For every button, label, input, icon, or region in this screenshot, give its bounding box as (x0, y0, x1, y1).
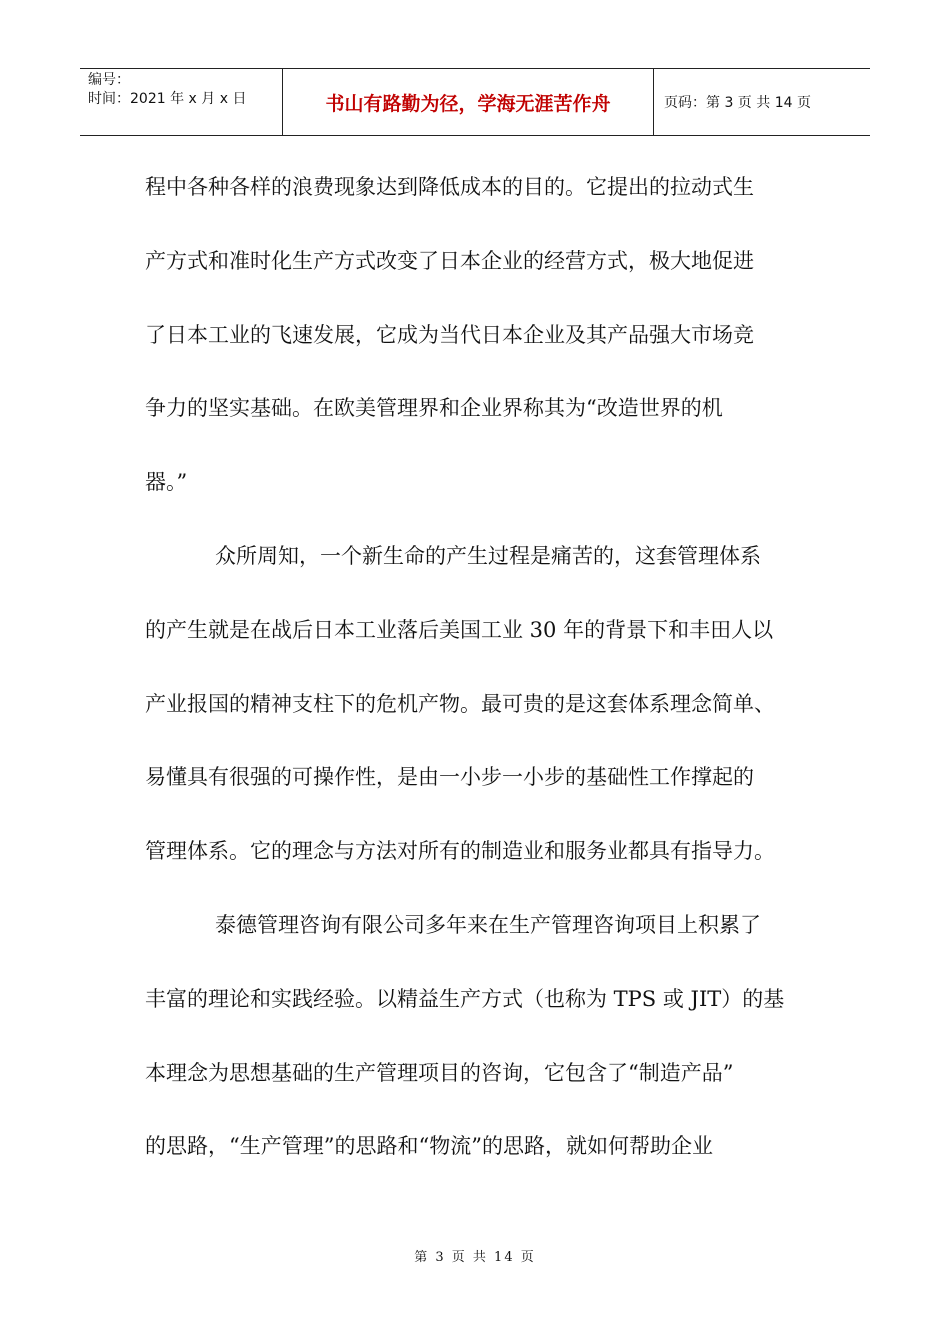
body-line: 的产生就是在战后日本工业落后美国工业 30 年的背景下和丰田人以 (145, 617, 774, 642)
body-line: 争力的坚实基础。在欧美管理界和企业界称其为“改造世界的机 (145, 396, 723, 421)
page-footer: 第 3 页 共 14 页 (414, 1250, 536, 1265)
body-line: 管理体系。它的理念与方法对所有的制造业和服务业都具有指导力。 (145, 839, 775, 864)
body-line: 了日本工业的飞速发展，它成为当代日本企业及其产品强大市场竞 (145, 322, 754, 347)
body-line: 程中各种各样的浪费现象达到降低成本的目的。它提出的拉动式生 (145, 175, 754, 199)
body-line: 泰德管理咨询有限公司多年来在生产管理咨询项目上积累了 (215, 912, 761, 937)
body-line: 易懂具有很强的可操作性，是由一小步一小步的基础性工作撑起的 (145, 765, 754, 790)
header-motto: 书山有路勤为径，学海无涯苦作舟 (282, 69, 654, 135)
body-line: 器。” (145, 470, 188, 495)
document-header (80, 68, 870, 136)
serial-number-label: 编号： (88, 72, 130, 88)
body-line: 的思路，“生产管理”的思路和“物流”的思路，就如何帮助企业 (145, 1134, 713, 1159)
body-line: 丰富的理论和实践经验。以精益生产方式（也称为 TPS 或 JIT）的基 (145, 986, 785, 1011)
body-line: 产方式和准时化生产方式改变了日本企业的经营方式，极大地促进 (145, 248, 754, 273)
header-page-info: 页码：第 3 页 共 14 页 (664, 95, 811, 111)
header-meta (80, 69, 282, 135)
date-label: 时间：2021 年 x 月 x 日 (88, 91, 247, 107)
body-line: 本理念为思想基础的生产管理项目的咨询，它包含了“制造产品” (145, 1060, 734, 1085)
document-body (145, 168, 810, 1201)
body-line: 产业报国的精神支柱下的危机产物。最可贵的是这套体系理念简单、 (145, 691, 775, 716)
body-line: 众所周知，一个新生命的产生过程是痛苦的，这套管理体系 (215, 543, 761, 568)
